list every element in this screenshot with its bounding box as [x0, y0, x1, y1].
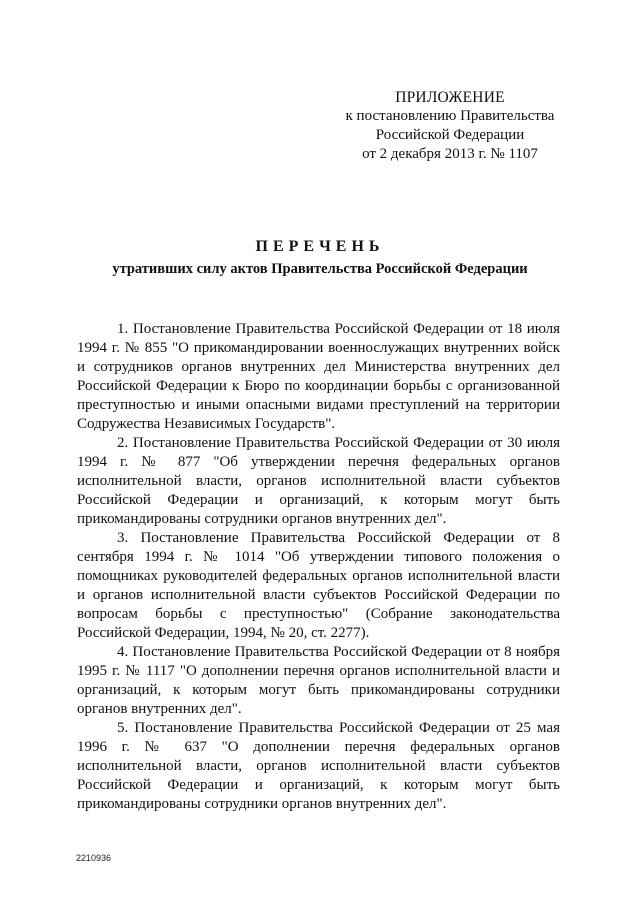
annex-block: [330, 88, 570, 164]
footer-document-code: 2210936: [76, 853, 112, 863]
annex-title: ПРИЛОЖЕНИЕ: [395, 89, 505, 106]
items-list: [77, 320, 560, 814]
list-item: 2. Постановление Правительства Российской Федерации от 30 июля 1994 г. № 877 "Об утверждении перечня федеральных органов исполнительной власти, органов исполнительной власти субъектов Российской Федерации и организаций, к которым могут быть прикомандированы сотрудники органов внутренних дел".: [77, 435, 560, 527]
list-item: 1. Постановление Правительства Российской Федерации от 18 июля 1994 г. № 855 "О прикомандировании военнослужащих внутренних войск и сотрудников органов внутренних дел Министерства внутренних дел Российской Федерации к Бюро по координации борьбы с организованной преступностью и иными опасными видами преступлений на территории Содружества Независимых Государств".: [77, 321, 560, 432]
list-item: 3. Постановление Правительства Российской Федерации от 8 сентября 1994 г. № 1014 "Об утверждении типового положения о помощниках руководителей федеральных органов исполнительной власти и органов исполнительной власти субъектов Российской Федерации по вопросам борьбы с преступностью" (Собрание законодательства Российской Федерации, 1994, № 20, ст. 2277).: [77, 530, 560, 641]
annex-line-2: Российской Федерации: [375, 127, 525, 143]
annex-line-3: от 2 декабря 2013 г. № 1107: [362, 146, 538, 162]
annex-line-1: к постановлению Правительства: [345, 108, 555, 124]
document-subtitle: утративших силу актов Правительства Российской Федерации: [112, 261, 528, 277]
document-title: ПЕРЕЧЕНЬ: [255, 238, 385, 255]
list-item: 5. Постановление Правительства Российской Федерации от 25 мая 1996 г. № 637 "О дополнении перечня федеральных органов исполнительной власти, органов исполнительной власти субъектов Российской Федерации и организаций, к которым могут быть прикомандированы сотрудники органов внутренних дел".: [77, 720, 560, 812]
list-item: 4. Постановление Правительства Российской Федерации от 8 ноября 1995 г. № 1117 "О дополнении перечня органов исполнительной власти и организаций, к которым могут быть прикомандированы сотрудники органов внутренних дел".: [77, 644, 560, 717]
